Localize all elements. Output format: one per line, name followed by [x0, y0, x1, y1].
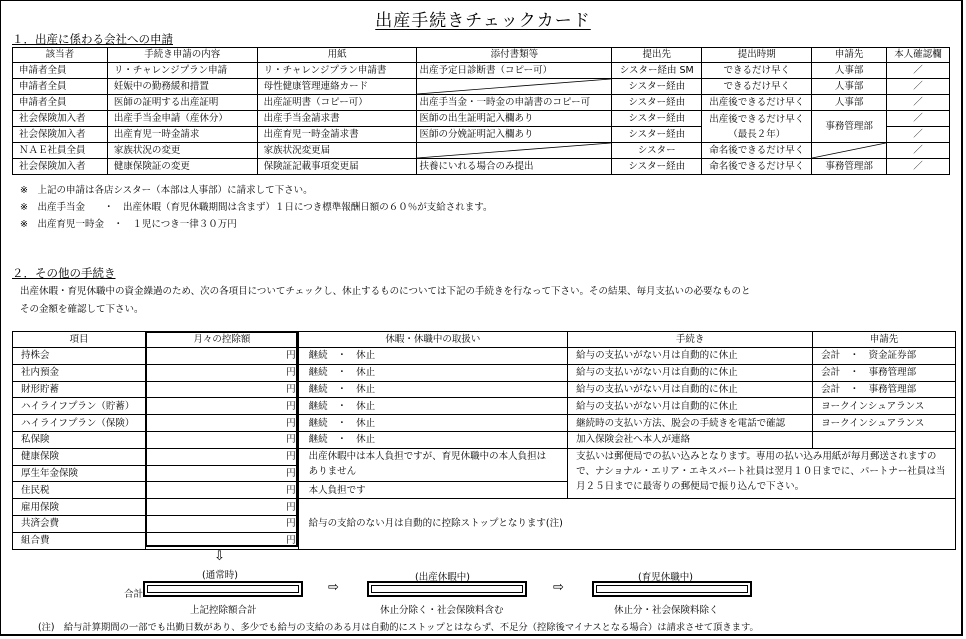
table-cell: 申請者全員	[13, 79, 108, 95]
procedure-cell: 給与の支払いがない月は自動的に休止	[568, 381, 813, 398]
column-header: 手続き申請の内容	[107, 48, 257, 63]
table-row	[13, 381, 956, 398]
procedure-cell: 支払いは郵便局での払い込みとなります。専用の払い込み用紙が毎月郵送されますので、ナショナル・エリア・エキスパート社員は翌月１０日までに、パートナー社員は当月２５日までに最寄りの郵便局で振り込んで下さい。	[568, 448, 956, 498]
table-cell: 出産後できるだけ早く	[702, 95, 812, 111]
right-arrow-icon: ⇨	[553, 580, 564, 595]
childcare-label: (育児休職中)	[638, 572, 693, 583]
destination-cell: ヨークインシュアランス	[813, 415, 956, 432]
table-cell	[702, 111, 812, 143]
note-line: ※ 上記の申請は各店シスター（本部は人事部）に請求して下さい。	[20, 185, 313, 196]
column-header: 添付書類等	[417, 48, 612, 63]
handling-cell[interactable]: 継続 ・ 休止	[298, 398, 567, 415]
right-arrow-icon: ⇨	[328, 580, 339, 595]
section1-heading: １．出産に係わる会社への申請	[12, 32, 173, 46]
table-cell	[417, 79, 612, 95]
item-cell: 健康保険	[13, 448, 146, 465]
handling-cell: 本人負担です	[298, 482, 567, 499]
table-cell: 出産証明書（コピー可）	[257, 95, 417, 111]
handling-cell: 給与の支給のない月は自動的に控除ストップとなります(注)	[298, 499, 955, 549]
note-line: ※ 出産手当金 ・ 出産休暇（育児休職期間は含まず）１日につき標準報酬日額の６０％が支給されます。	[20, 202, 493, 213]
table-row	[13, 79, 950, 95]
confirm-cell[interactable]: ／	[887, 63, 950, 79]
item-cell: ハイライフプラン（保険）	[13, 415, 146, 432]
table-cell: リ・チャレンジプラン申請	[107, 63, 257, 79]
down-arrow-icon: ⇩	[214, 549, 225, 564]
item-cell: 財形貯蓄	[13, 381, 146, 398]
handling-cell[interactable]: 継続 ・ 休止	[298, 415, 567, 432]
item-cell: 社内預金	[13, 364, 146, 381]
table-cell: 人事部	[812, 63, 887, 79]
leave-label: (出産休暇中)	[415, 572, 470, 583]
total-label: 合計	[124, 589, 144, 600]
monthly-deduction-cell[interactable]: 円	[145, 415, 298, 432]
table-cell: 事務管理部	[812, 159, 887, 175]
column-header: 休暇・休職中の取扱い	[298, 332, 567, 348]
destination-cell: 会計 ・ 事務管理部	[813, 381, 956, 398]
table-cell: 出産手当金申請（産休分）	[107, 111, 257, 127]
table-cell: 出産予定日診断書（コピー可）	[417, 63, 612, 79]
monthly-deduction-cell[interactable]: 円	[145, 431, 298, 448]
table-cell: 申請者全員	[13, 63, 108, 79]
table-cell: 家族状況の変更	[107, 143, 257, 159]
handling-text: ありません	[308, 465, 357, 477]
table-cell: 出産手当金・一時金の申請書のコピー可	[417, 95, 612, 111]
footnote: (注) 給与計算期間の一部でも出勤日数があり、多少でも給与の支給のある月は自動的にストップとはならず、不足分（控除後マイナスとなる場合）は請求させて頂きます。	[38, 622, 759, 633]
item-cell: 私保険	[13, 431, 146, 448]
column-header: 申請先	[812, 48, 887, 63]
table-cell-text: 出産後できるだけ早く	[709, 113, 805, 125]
column-header: 本人確認欄	[887, 48, 950, 63]
table-cell: 出産育児一時金請求	[107, 127, 257, 143]
item-cell: ハイライフプラン（貯蓄）	[13, 398, 146, 415]
section1-notes	[20, 182, 493, 233]
item-cell: 住民税	[13, 482, 146, 499]
section2-intro	[20, 283, 750, 319]
monthly-deduction-cell[interactable]: 円	[145, 465, 298, 482]
procedure-cell: 給与の支払いがない月は自動的に休止	[568, 348, 813, 365]
table-cell: 医師の証明する出産証明	[107, 95, 257, 111]
table-cell: シスター経由 SM	[612, 63, 702, 79]
monthly-deduction-cell[interactable]: 円	[145, 499, 298, 516]
item-cell: 厚生年金保険	[13, 465, 146, 482]
childcare-total-box[interactable]	[592, 581, 752, 597]
table-cell: シスター経由	[612, 95, 702, 111]
table-header-row	[13, 332, 956, 348]
table-cell: 家族状況変更届	[257, 143, 417, 159]
leave-total-box[interactable]	[367, 581, 527, 597]
table-cell: できるだけ早く	[702, 79, 812, 95]
table-cell: 母性健康管理連絡カード	[257, 79, 417, 95]
item-cell: 共済会費	[13, 515, 146, 532]
table-row	[13, 159, 950, 175]
table-row	[13, 95, 950, 111]
table-cell-text: （最長２年）	[728, 128, 786, 140]
table-row	[13, 348, 956, 365]
table-cell: 出産育児一時金請求書	[257, 127, 417, 143]
monthly-deduction-cell[interactable]: 円	[145, 364, 298, 381]
table-cell: シスター経由	[612, 79, 702, 95]
table-cell: 健康保険証の変更	[107, 159, 257, 175]
procedure-cell: 給与の支払いがない月は自動的に休止	[568, 398, 813, 415]
monthly-deduction-cell[interactable]: 円	[145, 532, 298, 549]
destination-cell: ヨークインシュアランス	[813, 398, 956, 415]
note-line: ※ 出産育児一時金 ・ １児につき一律３０万円	[20, 219, 237, 230]
destination-cell: 会計 ・ 事務管理部	[813, 364, 956, 381]
monthly-deduction-cell[interactable]: 円	[145, 448, 298, 465]
table-row	[13, 431, 956, 448]
confirm-cell[interactable]: ／	[887, 95, 950, 111]
monthly-deduction-cell[interactable]: 円	[145, 515, 298, 532]
table-row	[13, 143, 950, 159]
column-header: 該当者	[13, 48, 108, 63]
table-cell: 事務管理部	[812, 111, 887, 143]
page-title: 出産手続きチェックカード	[375, 11, 591, 31]
company-application-table	[12, 47, 950, 175]
table-cell	[812, 143, 887, 159]
leave-caption: 休止分除く・社会保険料含む	[380, 605, 504, 616]
other-procedures-table	[12, 331, 956, 550]
table-cell: シスター経由	[612, 111, 702, 127]
monthly-deduction-cell[interactable]: 円	[145, 348, 298, 365]
handling-text: 出産休暇中は本人負担ですが、育児休職中の本人負担は	[308, 450, 547, 462]
table-row	[13, 499, 956, 516]
table-cell: 命名後できるだけ早く	[702, 143, 812, 159]
table-cell: 社会保険加入者	[13, 111, 108, 127]
table-row	[13, 111, 950, 127]
procedure-cell: 給与の支払いがない月は自動的に休止	[568, 364, 813, 381]
table-cell: できるだけ早く	[702, 63, 812, 79]
table-cell: リ・チャレンジプラン申請書	[257, 63, 417, 79]
table-cell: シスター経由	[612, 127, 702, 143]
item-cell: 持株会	[13, 348, 146, 365]
table-cell: 申請者全員	[13, 95, 108, 111]
handling-cell[interactable]: 継続 ・ 休止	[298, 381, 567, 398]
table-cell: 命名後できるだけ早く	[702, 159, 812, 175]
column-header: 申請先	[813, 332, 956, 348]
section2-heading: ２．その他の手続き	[12, 266, 116, 280]
handling-cell[interactable]: 継続 ・ 休止	[298, 431, 567, 448]
item-cell: 雇用保険	[13, 499, 146, 516]
table-cell: 人事部	[812, 79, 887, 95]
normal-total-box[interactable]	[143, 581, 303, 597]
table-row	[13, 63, 950, 79]
handling-cell[interactable]: 継続 ・ 休止	[298, 348, 567, 365]
table-cell	[417, 143, 612, 159]
destination-cell: 会計 ・ 资金証券部	[813, 348, 956, 365]
table-cell: 社会保険加入者	[13, 159, 108, 175]
monthly-deduction-cell[interactable]: 円	[145, 398, 298, 415]
confirm-cell[interactable]: ／	[887, 111, 950, 127]
column-header: 提出先	[612, 48, 702, 63]
table-row	[13, 448, 956, 465]
normal-label: (通常時)	[202, 570, 238, 581]
procedure-cell: 加入保険会社へ本人が連絡	[568, 431, 813, 448]
column-header: 月々の控除額	[145, 332, 298, 348]
table-cell: 出産手当金請求書	[257, 111, 417, 127]
table-cell: 妊娠中の勤務緩和措置	[107, 79, 257, 95]
monthly-deduction-cell[interactable]: 円	[145, 381, 298, 398]
table-row	[13, 398, 956, 415]
column-header: 項目	[13, 332, 146, 348]
column-header: 手続き	[568, 332, 813, 348]
confirm-cell[interactable]: ／	[887, 79, 950, 95]
table-cell: 医師の出生証明記入欄あり	[417, 111, 612, 127]
table-cell: シスター	[612, 143, 702, 159]
confirm-cell[interactable]: ／	[887, 159, 950, 175]
item-cell: 組合費	[13, 532, 146, 549]
intro-line: その金額を確認して下さい。	[20, 304, 144, 315]
handling-cell[interactable]: 継続 ・ 休止	[298, 364, 567, 381]
column-header: 用紙	[257, 48, 417, 63]
table-cell: 保険証記載事項変更届	[257, 159, 417, 175]
confirm-cell[interactable]: ／	[887, 127, 950, 143]
monthly-deduction-cell[interactable]: 円	[145, 482, 298, 499]
normal-caption: 上記控除額合計	[190, 605, 257, 616]
table-cell: シスター経由	[612, 159, 702, 175]
table-cell: ＮＡＥ社員全員	[13, 143, 108, 159]
procedure-cell: 継続時の支払い方法、脱会の手続きを電話で確認	[568, 415, 813, 432]
childcare-caption: 休止分・社会保険料除く	[614, 605, 719, 616]
destination-cell	[813, 431, 956, 448]
confirm-cell[interactable]: ／	[887, 143, 950, 159]
column-header: 提出時期	[702, 48, 812, 63]
table-cell: 扶養にいれる場合のみ提出	[417, 159, 612, 175]
table-cell: 社会保険加入者	[13, 127, 108, 143]
table-cell: 医師の分娩証明記入欄あり	[417, 127, 612, 143]
table-row	[13, 415, 956, 432]
table-row	[13, 364, 956, 381]
table-cell: 人事部	[812, 95, 887, 111]
intro-line: 出産休暇・育児休職中の資金繰過のため、次の各項目についてチェックし、休止するものについては下記の手続きを行なって下さい。その結果、毎月支払いの必要なものと	[20, 286, 751, 297]
handling-cell	[298, 448, 567, 482]
table-header-row	[13, 48, 950, 63]
